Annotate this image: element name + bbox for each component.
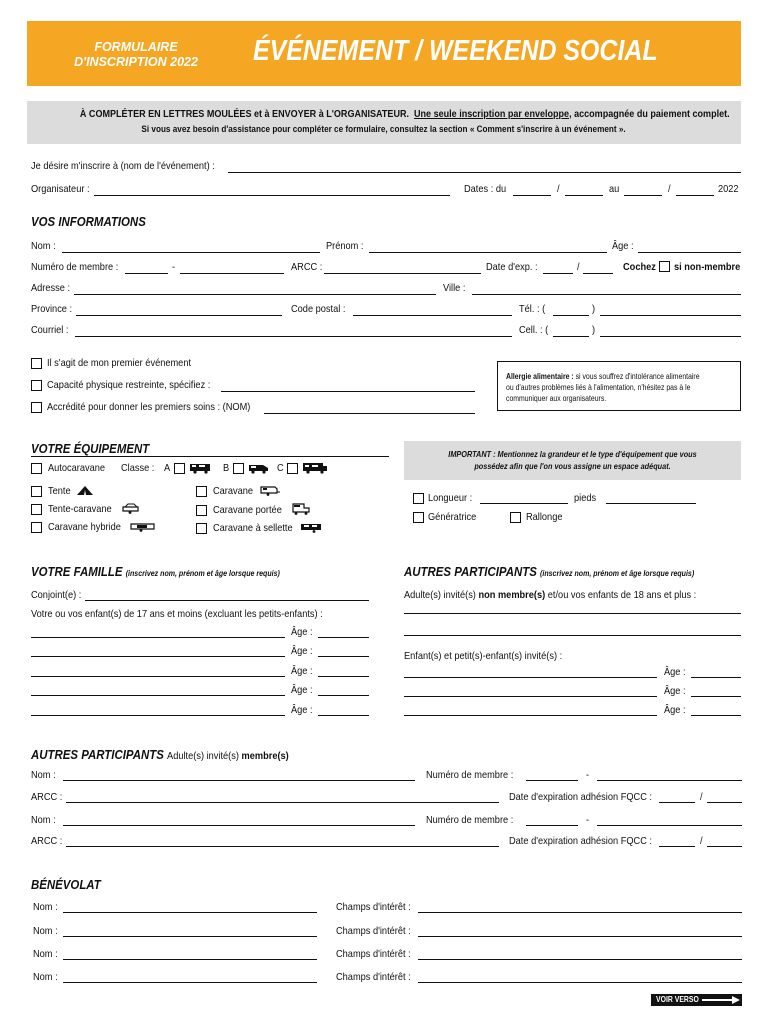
fifth-wheel-icon [300, 521, 322, 533]
member-no-field-2[interactable] [597, 825, 742, 826]
child-name-field[interactable] [31, 656, 285, 657]
date-from-month-field[interactable] [565, 195, 603, 196]
member-exp-year-field[interactable] [707, 802, 742, 803]
member-no-dash: - [586, 769, 590, 781]
caravane-hybride-label: Caravane hybride [48, 521, 121, 533]
autocaravane-label: Autocaravane [48, 462, 106, 474]
child-age-field[interactable] [318, 656, 369, 657]
tel-label: Tél. : ( [519, 303, 546, 315]
code-postal-field[interactable] [353, 315, 512, 316]
courriel-field[interactable] [75, 336, 512, 337]
ville-field[interactable] [472, 294, 741, 295]
member-exp-year-field[interactable] [707, 846, 742, 847]
volunteer-nom-label: Nom : [33, 948, 58, 960]
member-no-field-1[interactable] [125, 273, 168, 274]
volunteer-interest-field[interactable] [418, 959, 742, 960]
section-members-title [31, 747, 289, 762]
grandchild-name-field[interactable] [404, 696, 657, 697]
volunteer-nom-field[interactable] [63, 912, 317, 913]
spouse-field[interactable] [85, 600, 369, 601]
form-label [71, 40, 201, 70]
child-name-field[interactable] [31, 695, 285, 696]
courriel-label: Courriel : [31, 324, 69, 336]
exp-slash: / [577, 261, 580, 273]
member-no-field-2[interactable] [597, 780, 742, 781]
instr-a: À COMPLÉTER EN LETTRES MOULÉES et à ENVOYER à L'ORGANISATEUR. [79, 108, 409, 120]
instr-b: Une seule inscription par enveloppe [414, 108, 570, 120]
province-field[interactable] [76, 315, 282, 316]
arrow-right-icon [701, 996, 741, 1004]
adresse-field[interactable] [74, 294, 436, 295]
others-adults-a: Adulte(s) invité(s) [404, 589, 476, 601]
child-age-label: Âge : [291, 704, 313, 716]
member-no-dash: - [586, 814, 590, 826]
pieds-label: pieds [574, 492, 597, 504]
family-title-text: VOTRE FAMILLE [31, 564, 123, 579]
first-aid-checkbox[interactable] [31, 402, 42, 413]
rallonge-checkbox[interactable] [510, 512, 521, 523]
instructions-line1 [27, 108, 741, 120]
code-postal-label: Code postal : [291, 303, 346, 315]
ville-label: Ville : [443, 282, 466, 294]
volunteer-interest-field[interactable] [418, 912, 742, 913]
instr-c: , accompagnée du paiement complet. [569, 108, 730, 120]
section-equipment-title: VOTRE ÉQUIPEMENT [31, 441, 150, 456]
members-title-text: AUTRES PARTICIPANTS [31, 747, 164, 762]
tel-area-field[interactable] [553, 315, 589, 316]
member-no-field-2[interactable] [180, 273, 284, 274]
family-subtitle: (inscrivez nom, prénom et âge lorsque requis) [125, 569, 280, 578]
class-c-label: C [277, 462, 284, 474]
instructions-line2: Si vous avez besoin d'assistance pour compléter ce formulaire, consultez la section « Comment s'inscrire à un événement ». [141, 124, 627, 135]
child-name-field[interactable] [31, 676, 285, 677]
grandchild-age-field[interactable] [691, 715, 741, 716]
volunteer-nom-field[interactable] [63, 936, 317, 937]
volunteer-nom-label: Nom : [33, 925, 58, 937]
child-age-label: Âge : [291, 626, 313, 638]
hybrid-trailer-icon [130, 521, 156, 532]
date-slash: / [557, 183, 560, 195]
caravane-hybride-checkbox[interactable] [31, 522, 42, 533]
others-adult-field-2[interactable] [404, 635, 741, 636]
member-exp-slash: / [700, 835, 703, 847]
autocaravane-checkbox[interactable] [31, 463, 42, 474]
class-a-label: A [164, 462, 171, 474]
instructions-box [27, 101, 741, 144]
event-name-field[interactable] [228, 172, 741, 173]
caravane-checkbox[interactable] [196, 486, 207, 497]
important-line2: possédez afin que l'on vous assigne un espace adéquat. [474, 461, 671, 471]
member-no-field-1[interactable] [526, 780, 578, 781]
info-prenom-label: Prénom : [326, 240, 364, 252]
class-c-checkbox[interactable] [287, 463, 298, 474]
grandchild-age-field[interactable] [691, 677, 741, 678]
caravane-sellette-checkbox[interactable] [196, 523, 207, 534]
section-info-title: VOS INFORMATIONS [31, 214, 146, 229]
grandchild-age-label: Âge : [664, 685, 686, 697]
tente-caravane-checkbox[interactable] [31, 504, 42, 515]
child-age-label: Âge : [291, 665, 313, 677]
physical-label: Capacité physique restreinte, spécifiez : [47, 379, 211, 391]
date-slash-2: / [668, 183, 671, 195]
member-nom-field[interactable] [63, 780, 415, 781]
child-age-field[interactable] [318, 695, 369, 696]
member-exp-label: Date d'expiration adhésion FQCC : [509, 791, 653, 803]
allergy-bold: Allergie alimentaire : [506, 372, 574, 381]
volunteer-nom-field[interactable] [63, 959, 317, 960]
member-exp-slash: / [700, 791, 703, 803]
tente-checkbox[interactable] [31, 486, 42, 497]
form-label-line2: D'INSCRIPTION 2022 [74, 55, 198, 69]
volunteer-nom-field[interactable] [63, 982, 317, 983]
grandchild-name-field[interactable] [404, 715, 657, 716]
member-exp-month-field[interactable] [659, 802, 695, 803]
info-nom-label: Nom : [31, 240, 56, 252]
form-label-line1: FORMULAIRE [94, 40, 178, 54]
allergy-line1: si vous souffrez d'intolérance alimentaire [575, 372, 700, 381]
equipment-divider [31, 456, 389, 457]
info-age-field[interactable] [638, 252, 741, 253]
member-nom-field[interactable] [63, 825, 415, 826]
allergy-line3: communiquer aux organisateurs. [506, 394, 607, 403]
member-arcc-field[interactable] [66, 802, 499, 803]
volunteer-interest-label: Champs d'intérêt : [336, 925, 411, 937]
child-age-field[interactable] [318, 676, 369, 677]
caravane-sellette-label: Caravane à sellette [213, 522, 293, 534]
physical-checkbox[interactable] [31, 380, 42, 391]
longueur-checkbox[interactable] [413, 493, 424, 504]
others-adults-c: et/ou vos enfants de 18 ans et plus : [547, 589, 697, 601]
generatrice-label: Génératrice [428, 511, 477, 523]
rallonge-label: Rallonge [526, 511, 563, 523]
member-exp-month-field[interactable] [659, 846, 695, 847]
grandchildren-label: Enfant(s) et petit(s)-enfant(s) invité(s) : [404, 650, 563, 662]
first-aid-field[interactable] [264, 413, 475, 414]
grandchild-age-label: Âge : [664, 666, 686, 678]
date-to-day-field[interactable] [624, 195, 662, 196]
cell-paren: ) [592, 324, 596, 336]
caravane-portee-checkbox[interactable] [196, 505, 207, 516]
organizer-field[interactable] [94, 195, 450, 196]
first-event-label: Il s'agit de mon premier événement [47, 357, 192, 369]
trailer-icon [259, 485, 281, 496]
volunteer-nom-label: Nom : [33, 971, 58, 983]
organizer-label: Organisateur : [31, 183, 90, 195]
page-title: ÉVÉNEMENT / WEEKEND SOCIAL [253, 35, 658, 67]
section-others-title [404, 564, 694, 579]
member-no-label: Numéro de membre : [31, 261, 119, 273]
others-title-text: AUTRES PARTICIPANTS [404, 564, 537, 579]
cell-number-field[interactable] [600, 336, 741, 337]
others-subtitle: (inscrivez nom, prénom et âge lorsque requis) [540, 569, 695, 578]
allergy-text [506, 371, 700, 404]
first-event-checkbox[interactable] [31, 358, 42, 369]
child-name-field[interactable] [31, 715, 285, 716]
members-subtitle-a: Adulte(s) invité(s) [167, 750, 239, 762]
others-adult-field-1[interactable] [404, 613, 741, 614]
member-no-field-1[interactable] [526, 825, 578, 826]
volunteer-interest-field[interactable] [418, 982, 742, 983]
cell-area-field[interactable] [553, 336, 589, 337]
date-to-month-field[interactable] [676, 195, 714, 196]
grandchild-age-field[interactable] [691, 696, 741, 697]
info-age-label: Âge : [612, 240, 634, 252]
member-nom-label: Nom : [31, 769, 56, 781]
volunteer-interest-label: Champs d'intérêt : [336, 901, 411, 913]
child-age-field[interactable] [318, 715, 369, 716]
dates-label: Dates : du [464, 183, 507, 195]
non-member-checkbox[interactable] [659, 261, 670, 272]
arcc-label: ARCC : [291, 261, 323, 273]
child-age-label: Âge : [291, 684, 313, 696]
allergy-box [497, 361, 741, 411]
member-exp-label: Date d'expiration adhésion FQCC : [509, 835, 653, 847]
member-no-dash: - [172, 261, 176, 273]
adresse-label: Adresse : [31, 282, 71, 294]
tente-label: Tente [48, 485, 71, 497]
header-banner [27, 21, 741, 86]
child-name-field[interactable] [31, 637, 285, 638]
others-adults-b: non membre(s) [478, 589, 546, 601]
important-box [404, 441, 741, 480]
tel-number-field[interactable] [600, 315, 741, 316]
motorhome-a-icon [189, 462, 213, 474]
child-age-field[interactable] [318, 637, 369, 638]
caravane-label: Caravane [213, 485, 254, 497]
pieds-field[interactable] [606, 503, 696, 504]
volunteer-interest-label: Champs d'intérêt : [336, 971, 411, 983]
member-arcc-field[interactable] [66, 846, 499, 847]
date-from-day-field[interactable] [513, 195, 551, 196]
volunteer-interest-label: Champs d'intérêt : [336, 948, 411, 960]
volunteer-interest-field[interactable] [418, 936, 742, 937]
tent-trailer-icon [121, 503, 141, 514]
grandchild-name-field[interactable] [404, 677, 657, 678]
generatrice-checkbox[interactable] [413, 512, 424, 523]
child-age-label: Âge : [291, 645, 313, 657]
member-arcc-label: ARCC : [31, 791, 63, 803]
longueur-field[interactable] [480, 503, 568, 504]
exp-year-field[interactable] [583, 273, 613, 274]
province-label: Province : [31, 303, 73, 315]
member-no-label: Numéro de membre : [426, 814, 514, 826]
event-year: 2022 [718, 183, 739, 195]
member-no-label: Numéro de membre : [426, 769, 514, 781]
children-label: Votre ou vos enfant(s) de 17 ans et moins (excluant les petits-enfants) : [31, 608, 323, 620]
date-to-label: au [609, 183, 620, 195]
caravane-portee-label: Caravane portée [213, 504, 282, 516]
section-family-title [31, 564, 280, 579]
non-member-label: si non-membre [674, 261, 741, 273]
arcc-field[interactable] [324, 273, 481, 274]
class-a-checkbox[interactable] [174, 463, 185, 474]
tente-caravane-label: Tente-caravane [48, 503, 112, 515]
grandchild-age-label: Âge : [664, 704, 686, 716]
member-nom-label: Nom : [31, 814, 56, 826]
allergy-line2: ou d'autres problèmes liés à l'alimentation, n'hésitez pas à le [506, 383, 691, 392]
see-verso-text: VOIR VERSO [656, 995, 699, 1004]
member-arcc-label: ARCC : [31, 835, 63, 847]
classe-label: Classe : [121, 462, 155, 474]
important-text [404, 448, 741, 472]
longueur-label: Longueur : [428, 492, 473, 504]
others-adults-label [404, 589, 696, 602]
spouse-label: Conjoint(e) : [31, 589, 82, 601]
physical-field[interactable] [221, 391, 475, 392]
tel-paren: ) [592, 303, 596, 315]
volunteer-nom-label: Nom : [33, 901, 58, 913]
see-verso-badge [651, 994, 742, 1006]
class-b-label: B [223, 462, 230, 474]
info-nom-field[interactable] [62, 252, 320, 253]
tent-icon [76, 485, 94, 496]
motorhome-b-icon [248, 462, 270, 474]
important-line1: IMPORTANT : Mentionnez la grandeur et le type d'équipement que vous [448, 449, 697, 459]
members-subtitle-b: membre(s) [241, 750, 289, 762]
class-b-checkbox[interactable] [233, 463, 244, 474]
exp-month-field[interactable] [543, 273, 573, 274]
event-name-label: Je désire m'inscrire à (nom de l'événement) : [31, 160, 215, 172]
first-aid-label: Accrédité pour donner les premiers soins : (NOM) [47, 401, 251, 413]
info-prenom-field[interactable] [369, 252, 607, 253]
cochez-label: Cochez [623, 261, 656, 273]
section-volunteer-title: BÉNÉVOLAT [31, 877, 101, 892]
exp-label: Date d'exp. : [486, 261, 538, 273]
truck-camper-icon [291, 503, 313, 515]
motorhome-c-icon [302, 461, 328, 474]
cell-label: Cell. : ( [519, 324, 549, 336]
